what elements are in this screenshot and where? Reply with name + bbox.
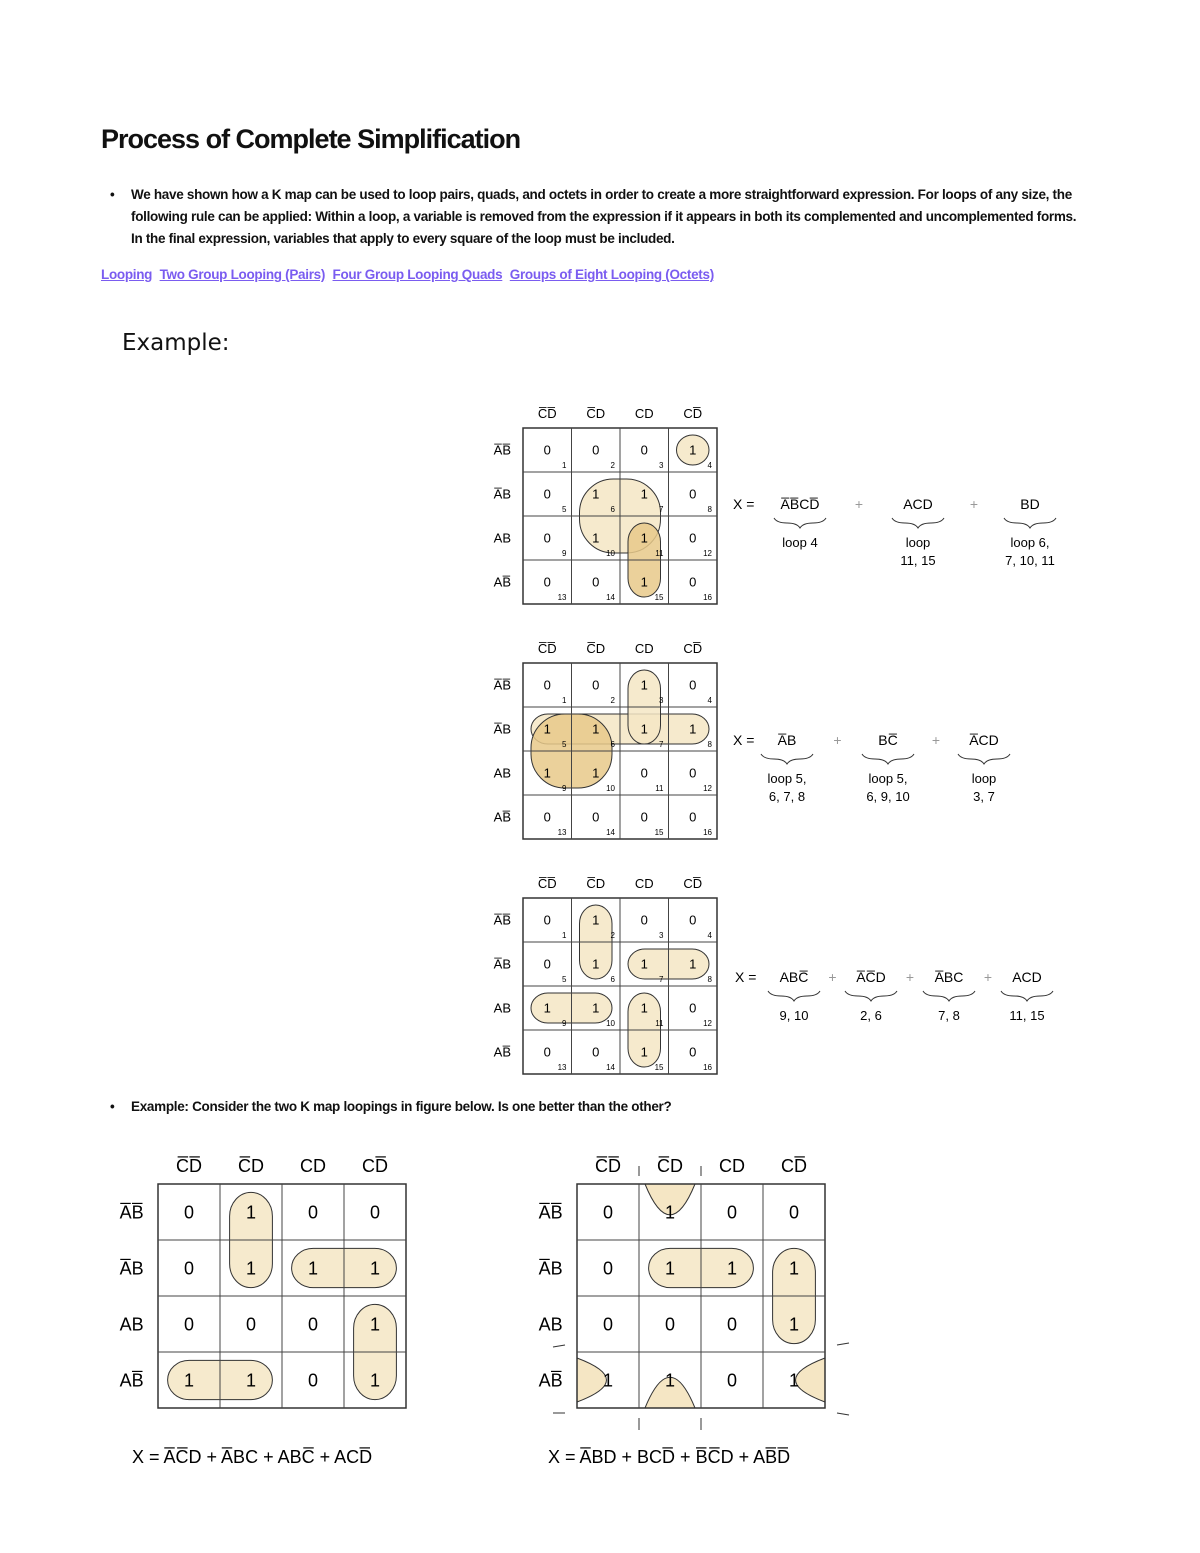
kmap-cell-value: 0: [689, 912, 697, 928]
plus-sign: +: [828, 969, 837, 985]
kmap-row-label: A̅B: [493, 721, 511, 737]
expression-result: X = A̅BD + BCD̅ + B̅C̅D + AB̅D̅: [548, 1447, 791, 1467]
kmap-col-label: C̅D̅: [537, 641, 557, 656]
kmap-cell-value: 1: [640, 574, 648, 590]
kmap-cell-value: 0: [543, 677, 551, 693]
kmap-cell-number: 13: [557, 593, 567, 602]
term-note: loop 5,: [767, 771, 807, 786]
kmap-col-label: C̅D̅: [537, 876, 557, 891]
kmap-cell-value: 0: [726, 1202, 738, 1223]
kmap-cell-number: 16: [703, 1063, 712, 1072]
term-note: loop: [971, 771, 997, 786]
kmap-row-label: AB: [493, 1000, 511, 1016]
term-note: loop 5,: [868, 771, 908, 786]
kmap-col-label: C̅D: [238, 1156, 264, 1176]
kmap-cell-value: 1: [183, 1370, 195, 1391]
term-note: 6, 7, 8: [768, 789, 806, 804]
kmap-cell-number: 7: [659, 975, 664, 984]
kmap-cell-value: 0: [592, 1044, 600, 1060]
kmap-row-label: A̅B̅: [493, 442, 511, 458]
term-note: 2, 6: [860, 1008, 882, 1023]
kmap-cell-value: 0: [543, 912, 551, 928]
kmap-cell-number: 7: [659, 505, 664, 514]
kmap-cell-number: 1: [562, 696, 567, 705]
kmap-cell-value: 0: [543, 809, 551, 825]
kmap-cell-value: 0: [245, 1314, 257, 1335]
kmap-cell-value: 0: [640, 912, 648, 928]
kmap-row-label: A̅B: [119, 1258, 144, 1279]
kmap-col-label: C̅D̅: [537, 406, 557, 421]
kmap-row-label: A̅B̅: [119, 1202, 144, 1223]
kmap-cell-value: 1: [640, 956, 648, 972]
kmap-cell-value: 1: [369, 1314, 381, 1335]
plus-sign: +: [983, 969, 993, 985]
expression-term: BD: [1020, 496, 1040, 512]
kmap-cell-value: 0: [640, 765, 648, 781]
expression-term: A̅C̅D: [856, 969, 886, 985]
kmap-cell-number: 9: [562, 1019, 567, 1028]
kmap-row-label: AB: [538, 1314, 563, 1335]
kmap-cell-number: 12: [703, 1019, 712, 1028]
kmap-cell-value: 1: [788, 1370, 800, 1391]
kmap-cell-number: 11: [655, 549, 664, 558]
kmap-col-label: CD̅: [781, 1156, 807, 1176]
kmap-cell-number: 14: [606, 593, 615, 602]
kmap-cell-value: 0: [726, 1370, 738, 1391]
kmap-cell-number: 6: [610, 740, 615, 749]
kmap-cell-number: 2: [610, 696, 615, 705]
brace-icon: [845, 991, 897, 1001]
kmap-row-label: AB̅: [538, 1370, 563, 1391]
kmap-cell-number: 7: [659, 740, 664, 749]
kmap-row-label: AB̅: [493, 1044, 511, 1060]
kmap-cell-value: 1: [245, 1370, 257, 1391]
kmap-cell-value: 0: [640, 809, 648, 825]
kmap-cell-value: 0: [592, 574, 600, 590]
kmap-cell-value: 0: [689, 1044, 697, 1060]
kmap-cell-value: 1: [592, 765, 600, 781]
plus-sign: +: [833, 732, 842, 748]
term-note: loop 4: [782, 535, 818, 550]
kmap-cell-number: 6: [610, 975, 615, 984]
kmap-cell-value: 0: [602, 1202, 614, 1223]
kmap-cell-number: 10: [606, 549, 615, 558]
kmap-wrap-loop: [796, 1358, 825, 1402]
term-note: loop 6,: [1010, 535, 1050, 550]
kmap-col-label: CD: [634, 406, 654, 421]
kmap-cell-number: 3: [659, 931, 664, 940]
kmap-col-label: CD: [300, 1156, 326, 1176]
kmap-row-label: A̅B: [493, 956, 511, 972]
kmap-cell-value: 0: [602, 1258, 614, 1279]
kmap-cell-value: 1: [664, 1258, 676, 1279]
kmap-col-label: CD̅: [683, 876, 703, 891]
kmap-cell-value: 1: [788, 1314, 800, 1335]
kmap-row-label: A̅B̅: [493, 677, 511, 693]
kmap-cell-value: 0: [183, 1314, 195, 1335]
link-quads[interactable]: Four Group Looping Quads: [332, 267, 503, 282]
wrap-tick: [837, 1343, 849, 1345]
kmap-cell-value: 1: [592, 912, 600, 928]
kmap-cell-value: 1: [307, 1258, 319, 1279]
kmap-col-label: CD: [634, 641, 654, 656]
kmap-cell-number: 1: [562, 461, 567, 470]
kmap-row-label: AB: [493, 765, 511, 781]
wrap-tick: [837, 1413, 849, 1415]
kmap-cell-value: 1: [726, 1258, 738, 1279]
kmap-cell-value: 1: [640, 530, 648, 546]
kmap-cell-number: 11: [655, 1019, 664, 1028]
kmap-cell-number: 10: [606, 1019, 615, 1028]
plus-sign: +: [931, 732, 941, 748]
kmap-cell-value: 0: [183, 1202, 195, 1223]
kmap-cell-number: 6: [610, 505, 615, 514]
kmap-row-label: AB̅: [493, 574, 511, 590]
kmap-row-label: A̅B: [538, 1258, 563, 1279]
link-pairs[interactable]: Two Group Looping (Pairs): [159, 267, 326, 282]
link-looping[interactable]: Looping: [101, 267, 153, 282]
kmap-cell-number: 5: [562, 740, 567, 749]
brace-icon: [1001, 991, 1053, 1001]
kmap-cell-value: 0: [543, 1044, 551, 1060]
kmap-cell-number: 3: [659, 461, 664, 470]
example-heading: Example:: [122, 330, 230, 356]
kmap-cell-value: 1: [602, 1370, 614, 1391]
kmap-cell-value: 0: [689, 809, 697, 825]
kmap-cell-value: 1: [689, 956, 697, 972]
expression-term: A̅B: [777, 732, 797, 748]
expression-term: ACD: [903, 496, 933, 512]
bullet-dot: •: [110, 1099, 115, 1114]
kmap-row-label: AB̅: [119, 1370, 144, 1391]
kmap-cell-value: 1: [689, 442, 697, 458]
kmap-cell-value: 1: [369, 1258, 381, 1279]
bullet-dot: •: [110, 187, 115, 202]
kmap-cell-value: 1: [640, 486, 648, 502]
kmap-cell-value: 1: [640, 677, 648, 693]
kmap-cell-value: 0: [183, 1258, 195, 1279]
kmap-col-label: C̅D̅: [176, 1156, 202, 1176]
kmap-col-label: CD̅: [683, 406, 703, 421]
kmap-cell-value: 1: [245, 1202, 257, 1223]
kmap-cell-value: 1: [664, 1202, 676, 1223]
kmap-cell-value: 1: [592, 721, 600, 737]
kmap-cell-value: 1: [640, 1000, 648, 1016]
kmap-cell-value: 0: [788, 1202, 800, 1223]
kmap-cell-number: 16: [703, 828, 712, 837]
kmap-col-label: C̅D̅: [595, 1156, 621, 1176]
term-note: 7, 8: [938, 1008, 960, 1023]
kmap-cell-value: 0: [689, 530, 697, 546]
brace-icon: [774, 518, 826, 528]
bullet-text: We have shown how a K map can be used to loop pairs, quads, and octets in order to create a more straightforward expression. For loops of any size, the following rule can be applied: Within a loop, a variable is removed from the expression if it appears in both its complemented and uncomplemented forms. In the final expression, variables that apply to every square of the loop must be included.: [131, 187, 1077, 246]
kmap-cell-value: 1: [543, 721, 551, 737]
kmap-cell-value: 0: [689, 574, 697, 590]
kmap-row-label: A̅B̅: [493, 912, 511, 928]
kmap-cell-value: 0: [689, 1000, 697, 1016]
kmap-cell-value: 1: [788, 1258, 800, 1279]
kmap-row-label: A̅B: [493, 486, 511, 502]
term-note: loop: [905, 535, 931, 550]
kmap-cell-value: 0: [602, 1314, 614, 1335]
kmap-cell-value: 1: [592, 530, 600, 546]
kmap-cell-number: 14: [606, 1063, 615, 1072]
kmap-cell-number: 15: [654, 1063, 664, 1072]
term-note: 7, 10, 11: [1005, 553, 1055, 568]
kmap-cell-number: 15: [654, 593, 664, 602]
kmap-cell-value: 1: [245, 1258, 257, 1279]
brace-icon: [1004, 518, 1056, 528]
kmap-cell-value: 0: [307, 1202, 319, 1223]
brace-icon: [923, 991, 975, 1001]
kmap-cell-number: 1: [562, 931, 567, 940]
kmap-cell-value: 0: [592, 677, 600, 693]
kmap-col-label: C̅D: [586, 876, 606, 891]
kmap-cell-value: 1: [543, 1000, 551, 1016]
kmap-col-label: C̅D: [586, 406, 606, 421]
kmap-cell-number: 11: [655, 784, 664, 793]
kmap-cell-number: 2: [610, 931, 615, 940]
expression-term: A̅CD: [969, 732, 999, 748]
plus-sign: +: [905, 969, 915, 985]
expression-term: A̅B̅CD̅: [780, 496, 820, 512]
kmap-cell-value: 0: [307, 1370, 319, 1391]
kmap-cell-value: 0: [664, 1314, 676, 1335]
kmap-cell-value: 0: [307, 1314, 319, 1335]
kmap-cell-value: 1: [689, 721, 697, 737]
plus-sign: +: [854, 496, 864, 512]
kmap-cell-number: 3: [659, 696, 664, 705]
kmap-cell-number: 8: [707, 740, 712, 749]
kmap-cell-value: 1: [543, 765, 551, 781]
kmap-cell-number: 9: [562, 784, 567, 793]
kmap-cell-number: 8: [707, 505, 712, 514]
expression-term: BC̅: [878, 732, 898, 748]
kmap-cell-value: 0: [640, 442, 648, 458]
kmap-cell-number: 4: [707, 461, 712, 470]
kmap-cell-number: 10: [606, 784, 615, 793]
kmap-cell-number: 8: [707, 975, 712, 984]
plus-sign: +: [969, 496, 979, 512]
kmap-cell-value: 0: [726, 1314, 738, 1335]
brace-icon: [892, 518, 944, 528]
link-octets[interactable]: Groups of Eight Looping (Octets): [509, 267, 714, 282]
kmap-cell-number: 4: [707, 696, 712, 705]
expression-term: A̅BC: [934, 969, 964, 985]
kmap-cell-value: 0: [543, 956, 551, 972]
kmap-cell-number: 4: [707, 931, 712, 940]
kmap-cell-number: 2: [610, 461, 615, 470]
kmap-cell-number: 13: [557, 1063, 567, 1072]
bullet-text: Example: Consider the two K map loopings in figure below. Is one better than the other?: [131, 1099, 672, 1114]
expression-term: ABC̅: [779, 969, 809, 985]
kmap-cell-value: 0: [592, 442, 600, 458]
kmap-cell-value: 1: [640, 721, 648, 737]
kmap-cell-value: 1: [640, 1044, 648, 1060]
kmap-cell-value: 0: [592, 809, 600, 825]
expression-lead: X =: [733, 732, 755, 748]
kmap-cell-value: 0: [689, 486, 697, 502]
kmap-cell-number: 12: [703, 784, 712, 793]
kmap-cell-value: 0: [543, 486, 551, 502]
kmap-cell-number: 5: [562, 505, 567, 514]
kmap-cell-value: 0: [689, 765, 697, 781]
term-note: 9, 10: [779, 1008, 809, 1023]
term-note: 11, 15: [1009, 1008, 1045, 1023]
kmap-cell-number: 12: [703, 549, 712, 558]
wrap-tick: [553, 1345, 565, 1347]
kmap-row-label: A̅B̅: [538, 1202, 563, 1223]
brace-icon: [958, 754, 1010, 764]
kmap-cell-value: 0: [543, 574, 551, 590]
term-note: 11, 15: [900, 553, 936, 568]
kmap-col-label: CD: [719, 1156, 745, 1176]
expression-term: ACD: [1012, 969, 1042, 985]
kmap-col-label: CD̅: [362, 1156, 388, 1176]
term-note: 6, 9, 10: [866, 789, 910, 804]
brace-icon: [768, 991, 820, 1001]
kmap-col-label: C̅D: [586, 641, 606, 656]
kmap-cell-value: 0: [689, 677, 697, 693]
kmap-cell-value: 1: [592, 1000, 600, 1016]
kmap-cell-number: 14: [606, 828, 615, 837]
kmap-cell-number: 13: [557, 828, 567, 837]
expression-lead: X =: [733, 496, 755, 512]
kmap-cell-value: 1: [664, 1370, 676, 1391]
kmap-cell-value: 0: [369, 1202, 381, 1223]
page-title: Process of Complete Simplification: [101, 124, 521, 154]
kmap-cell-value: 1: [369, 1370, 381, 1391]
brace-icon: [862, 754, 914, 764]
kmap-cell-number: 15: [654, 828, 664, 837]
kmap-row-label: AB: [119, 1314, 144, 1335]
kmap-col-label: CD̅: [683, 641, 703, 656]
brace-icon: [761, 754, 813, 764]
kmap-col-label: CD: [634, 876, 654, 891]
kmap-row-label: AB: [493, 530, 511, 546]
term-note: 3, 7: [973, 789, 995, 804]
kmap-cell-value: 0: [543, 530, 551, 546]
expression-lead: X =: [735, 969, 757, 985]
kmap-col-label: C̅D: [657, 1156, 683, 1176]
expression-result: X = A̅C̅D + A̅BC + ABC̅ + ACD̅: [132, 1447, 373, 1467]
kmap-cell-number: 5: [562, 975, 567, 984]
kmap-cell-number: 9: [562, 549, 567, 558]
kmap-row-label: AB̅: [493, 809, 511, 825]
kmap-cell-number: 16: [703, 593, 712, 602]
kmap-cell-value: 1: [592, 956, 600, 972]
kmap-cell-value: 0: [543, 442, 551, 458]
kmap-cell-value: 1: [592, 486, 600, 502]
